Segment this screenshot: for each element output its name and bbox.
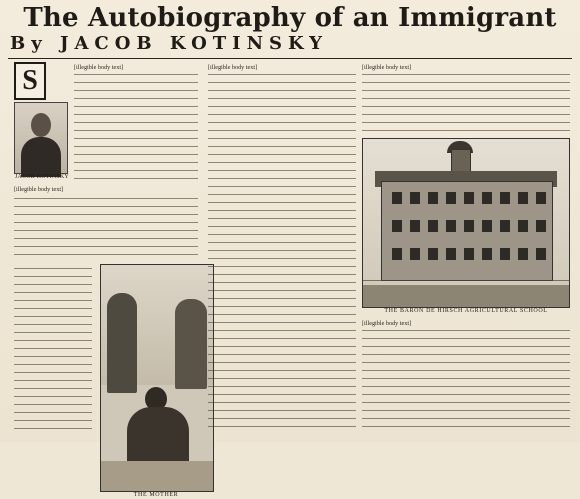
column3-top-text-lines	[362, 74, 570, 134]
article-byline: By JACOB KOTINSKY	[10, 33, 329, 54]
column2-text: [illegible body text]	[208, 64, 258, 71]
column1-text: [illegible body text]	[14, 186, 64, 193]
drop-cap: S	[14, 62, 46, 100]
mother-photo-caption: THE MOTHER	[133, 492, 179, 498]
column-1	[14, 62, 198, 498]
column2-text-lines	[208, 74, 356, 434]
column-3	[362, 62, 570, 436]
column3-bottom-text: [illegible body text]	[362, 320, 412, 327]
column3-top-text: [illegible body text]	[362, 64, 412, 71]
intro-text: [illegible body text]	[74, 64, 124, 71]
portrait-caption: JACOB KOTINSKY	[15, 174, 69, 180]
article-title: The Autobiography of an Immigrant	[23, 3, 557, 33]
school-photo-caption: THE BARON DE HIRSCH AGRICULTURAL SCHOOL	[384, 308, 548, 314]
title-rule	[8, 58, 572, 59]
column1-narrow-text-lines	[14, 268, 92, 434]
column1-text-lines	[14, 198, 198, 262]
mother-photo	[100, 264, 214, 492]
column-2	[208, 62, 356, 436]
agricultural-school-photo	[362, 138, 570, 308]
column3-bottom-text-lines	[362, 330, 570, 434]
author-portrait-image	[14, 102, 68, 174]
intro-text-lines	[74, 74, 198, 180]
